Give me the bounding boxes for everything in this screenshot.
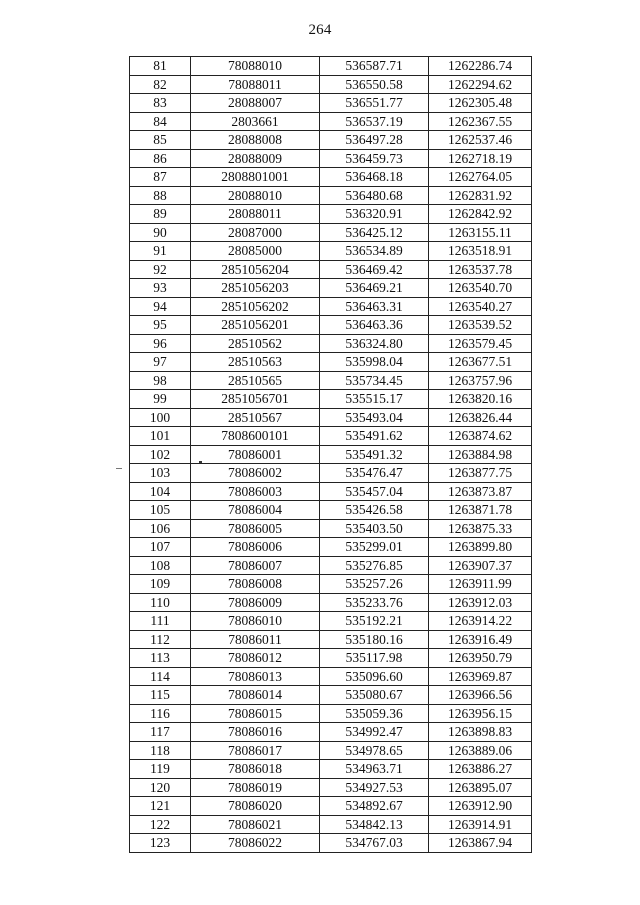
table-row (130, 57, 532, 76)
point-number-cell: 85 (130, 131, 191, 150)
point-number-cell: 114 (130, 667, 191, 686)
table-row (130, 612, 532, 631)
table-row (130, 741, 532, 760)
point-number-cell: 83 (130, 94, 191, 113)
point-id-cell: 78086011 (191, 630, 320, 649)
y-coordinate-cell: 1263539.52 (429, 316, 532, 335)
y-coordinate-cell: 1263540.70 (429, 279, 532, 298)
point-number-cell: 110 (130, 593, 191, 612)
table-row (130, 649, 532, 668)
point-id-cell: 2808801001 (191, 168, 320, 187)
y-coordinate-cell: 1263820.16 (429, 390, 532, 409)
point-id-cell: 2851056201 (191, 316, 320, 335)
point-id-cell: 2803661 (191, 112, 320, 131)
x-coordinate-cell: 535491.62 (320, 427, 429, 446)
y-coordinate-cell: 1263537.78 (429, 260, 532, 279)
point-number-cell: 88 (130, 186, 191, 205)
table-row (130, 149, 532, 168)
point-number-cell: 116 (130, 704, 191, 723)
y-coordinate-cell: 1263155.11 (429, 223, 532, 242)
table-row (130, 427, 532, 446)
y-coordinate-cell: 1263907.37 (429, 556, 532, 575)
y-coordinate-cell: 1263873.87 (429, 482, 532, 501)
point-number-cell: 113 (130, 649, 191, 668)
margin-tick-mark (116, 468, 122, 469)
table-row (130, 501, 532, 520)
point-number-cell: 92 (130, 260, 191, 279)
point-id-cell: 78086019 (191, 778, 320, 797)
table-row (130, 704, 532, 723)
point-number-cell: 98 (130, 371, 191, 390)
point-number-cell: 108 (130, 556, 191, 575)
point-number-cell: 115 (130, 686, 191, 705)
y-coordinate-cell: 1263874.62 (429, 427, 532, 446)
point-id-cell: 78086012 (191, 649, 320, 668)
x-coordinate-cell: 536537.19 (320, 112, 429, 131)
table-row (130, 686, 532, 705)
point-number-cell: 90 (130, 223, 191, 242)
point-id-cell: 78086013 (191, 667, 320, 686)
table-row (130, 408, 532, 427)
table-row (130, 371, 532, 390)
table-row (130, 112, 532, 131)
table-row (130, 464, 532, 483)
y-coordinate-cell: 1263914.22 (429, 612, 532, 631)
y-coordinate-cell: 1263969.87 (429, 667, 532, 686)
y-coordinate-cell: 1263889.06 (429, 741, 532, 760)
y-coordinate-cell: 1263912.03 (429, 593, 532, 612)
point-id-cell: 28087000 (191, 223, 320, 242)
x-coordinate-cell: 536468.18 (320, 168, 429, 187)
point-number-cell: 100 (130, 408, 191, 427)
table-row (130, 723, 532, 742)
x-coordinate-cell: 534842.13 (320, 815, 429, 834)
point-number-cell: 119 (130, 760, 191, 779)
point-id-cell: 78086022 (191, 834, 320, 853)
x-coordinate-cell: 535493.04 (320, 408, 429, 427)
point-id-cell: 28088009 (191, 149, 320, 168)
table-row (130, 445, 532, 464)
table-row (130, 186, 532, 205)
point-number-cell: 109 (130, 575, 191, 594)
x-coordinate-cell: 535515.17 (320, 390, 429, 409)
point-number-cell: 103 (130, 464, 191, 483)
point-id-cell: 28088007 (191, 94, 320, 113)
x-coordinate-cell: 536425.12 (320, 223, 429, 242)
x-coordinate-cell: 535096.60 (320, 667, 429, 686)
point-number-cell: 86 (130, 149, 191, 168)
point-id-cell: 78086017 (191, 741, 320, 760)
y-coordinate-cell: 1263871.78 (429, 501, 532, 520)
table-row (130, 316, 532, 335)
point-id-cell: 28088008 (191, 131, 320, 150)
point-number-cell: 82 (130, 75, 191, 94)
x-coordinate-cell: 536551.77 (320, 94, 429, 113)
point-id-cell: 78086018 (191, 760, 320, 779)
y-coordinate-cell: 1262305.48 (429, 94, 532, 113)
x-coordinate-cell: 535233.76 (320, 593, 429, 612)
point-id-cell: 78086003 (191, 482, 320, 501)
y-coordinate-cell: 1263877.75 (429, 464, 532, 483)
table-row (130, 75, 532, 94)
point-number-cell: 97 (130, 353, 191, 372)
point-number-cell: 91 (130, 242, 191, 261)
point-id-cell: 28510567 (191, 408, 320, 427)
point-id-cell: 78086002 (191, 464, 320, 483)
x-coordinate-cell: 535080.67 (320, 686, 429, 705)
stray-scan-mark (199, 461, 202, 463)
y-coordinate-cell: 1263914.91 (429, 815, 532, 834)
point-id-cell: 28510565 (191, 371, 320, 390)
x-coordinate-cell: 536497.28 (320, 131, 429, 150)
point-id-cell: 2851056202 (191, 297, 320, 316)
y-coordinate-cell: 1263579.45 (429, 334, 532, 353)
y-coordinate-cell: 1263956.15 (429, 704, 532, 723)
point-id-cell: 28088011 (191, 205, 320, 224)
point-number-cell: 99 (130, 390, 191, 409)
x-coordinate-cell: 535257.26 (320, 575, 429, 594)
point-number-cell: 96 (130, 334, 191, 353)
point-id-cell: 78086005 (191, 519, 320, 538)
point-id-cell: 78086016 (191, 723, 320, 742)
point-number-cell: 120 (130, 778, 191, 797)
y-coordinate-cell: 1262537.46 (429, 131, 532, 150)
table-row (130, 260, 532, 279)
table-row (130, 667, 532, 686)
point-number-cell: 123 (130, 834, 191, 853)
table-row (130, 482, 532, 501)
y-coordinate-cell: 1263757.96 (429, 371, 532, 390)
x-coordinate-cell: 536469.42 (320, 260, 429, 279)
table-row (130, 538, 532, 557)
x-coordinate-cell: 536463.36 (320, 316, 429, 335)
y-coordinate-cell: 1263886.27 (429, 760, 532, 779)
y-coordinate-cell: 1263916.49 (429, 630, 532, 649)
y-coordinate-cell: 1263867.94 (429, 834, 532, 853)
x-coordinate-cell: 536480.68 (320, 186, 429, 205)
y-coordinate-cell: 1262842.92 (429, 205, 532, 224)
x-coordinate-cell: 536550.58 (320, 75, 429, 94)
y-coordinate-cell: 1263898.83 (429, 723, 532, 742)
point-number-cell: 89 (130, 205, 191, 224)
point-id-cell: 78088010 (191, 57, 320, 76)
x-coordinate-cell: 536463.31 (320, 297, 429, 316)
x-coordinate-cell: 536459.73 (320, 149, 429, 168)
y-coordinate-cell: 1263826.44 (429, 408, 532, 427)
x-coordinate-cell: 535276.85 (320, 556, 429, 575)
y-coordinate-cell: 1263884.98 (429, 445, 532, 464)
point-id-cell: 78086020 (191, 797, 320, 816)
point-id-cell: 2851056701 (191, 390, 320, 409)
coordinates-table (129, 56, 532, 853)
y-coordinate-cell: 1263966.56 (429, 686, 532, 705)
table-row (130, 593, 532, 612)
y-coordinate-cell: 1262718.19 (429, 149, 532, 168)
x-coordinate-cell: 535180.16 (320, 630, 429, 649)
point-number-cell: 122 (130, 815, 191, 834)
point-id-cell: 28510563 (191, 353, 320, 372)
point-id-cell: 2851056204 (191, 260, 320, 279)
point-number-cell: 94 (130, 297, 191, 316)
point-number-cell: 102 (130, 445, 191, 464)
x-coordinate-cell: 534992.47 (320, 723, 429, 742)
x-coordinate-cell: 535998.04 (320, 353, 429, 372)
point-id-cell: 78086006 (191, 538, 320, 557)
point-number-cell: 95 (130, 316, 191, 335)
point-id-cell: 28510562 (191, 334, 320, 353)
point-id-cell: 28088010 (191, 186, 320, 205)
point-number-cell: 106 (130, 519, 191, 538)
x-coordinate-cell: 534892.67 (320, 797, 429, 816)
y-coordinate-cell: 1263677.51 (429, 353, 532, 372)
point-id-cell: 78086015 (191, 704, 320, 723)
y-coordinate-cell: 1262831.92 (429, 186, 532, 205)
table-row (130, 334, 532, 353)
point-id-cell: 78086001 (191, 445, 320, 464)
table-row (130, 390, 532, 409)
y-coordinate-cell: 1262294.62 (429, 75, 532, 94)
x-coordinate-cell: 535457.04 (320, 482, 429, 501)
point-number-cell: 111 (130, 612, 191, 631)
point-number-cell: 118 (130, 741, 191, 760)
point-number-cell: 121 (130, 797, 191, 816)
table-row (130, 205, 532, 224)
table-body (130, 57, 532, 853)
x-coordinate-cell: 534963.71 (320, 760, 429, 779)
table-row (130, 575, 532, 594)
table-row (130, 556, 532, 575)
point-number-cell: 107 (130, 538, 191, 557)
x-coordinate-cell: 535192.21 (320, 612, 429, 631)
table-row (130, 834, 532, 853)
point-number-cell: 104 (130, 482, 191, 501)
x-coordinate-cell: 535491.32 (320, 445, 429, 464)
y-coordinate-cell: 1262764.05 (429, 168, 532, 187)
point-number-cell: 93 (130, 279, 191, 298)
x-coordinate-cell: 535403.50 (320, 519, 429, 538)
point-id-cell: 78086007 (191, 556, 320, 575)
point-number-cell: 117 (130, 723, 191, 742)
table-row (130, 353, 532, 372)
point-number-cell: 105 (130, 501, 191, 520)
y-coordinate-cell: 1263540.27 (429, 297, 532, 316)
x-coordinate-cell: 536324.80 (320, 334, 429, 353)
table-row (130, 297, 532, 316)
point-number-cell: 112 (130, 630, 191, 649)
point-number-cell: 101 (130, 427, 191, 446)
x-coordinate-cell: 535117.98 (320, 649, 429, 668)
point-id-cell: 78086004 (191, 501, 320, 520)
table-row (130, 815, 532, 834)
point-id-cell: 2851056203 (191, 279, 320, 298)
point-id-cell: 7808600101 (191, 427, 320, 446)
point-number-cell: 87 (130, 168, 191, 187)
x-coordinate-cell: 535059.36 (320, 704, 429, 723)
point-id-cell: 78086014 (191, 686, 320, 705)
y-coordinate-cell: 1263899.80 (429, 538, 532, 557)
table-row (130, 94, 532, 113)
page-number: 264 (308, 22, 332, 38)
table-row (130, 630, 532, 649)
table-row (130, 279, 532, 298)
y-coordinate-cell: 1263518.91 (429, 242, 532, 261)
table-row (130, 242, 532, 261)
point-number-cell: 81 (130, 57, 191, 76)
y-coordinate-cell: 1263875.33 (429, 519, 532, 538)
y-coordinate-cell: 1262286.74 (429, 57, 532, 76)
table-row (130, 797, 532, 816)
y-coordinate-cell: 1263895.07 (429, 778, 532, 797)
x-coordinate-cell: 536320.91 (320, 205, 429, 224)
y-coordinate-cell: 1262367.55 (429, 112, 532, 131)
y-coordinate-cell: 1263950.79 (429, 649, 532, 668)
y-coordinate-cell: 1263912.90 (429, 797, 532, 816)
table-row (130, 168, 532, 187)
x-coordinate-cell: 535734.45 (320, 371, 429, 390)
x-coordinate-cell: 534978.65 (320, 741, 429, 760)
x-coordinate-cell: 536587.71 (320, 57, 429, 76)
point-id-cell: 78086021 (191, 815, 320, 834)
x-coordinate-cell: 535426.58 (320, 501, 429, 520)
table-row (130, 778, 532, 797)
x-coordinate-cell: 535299.01 (320, 538, 429, 557)
x-coordinate-cell: 534767.03 (320, 834, 429, 853)
point-id-cell: 28085000 (191, 242, 320, 261)
table-row (130, 223, 532, 242)
x-coordinate-cell: 536534.89 (320, 242, 429, 261)
point-id-cell: 78086010 (191, 612, 320, 631)
point-id-cell: 78086008 (191, 575, 320, 594)
table-row (130, 519, 532, 538)
point-id-cell: 78088011 (191, 75, 320, 94)
table-row (130, 131, 532, 150)
point-number-cell: 84 (130, 112, 191, 131)
table-row (130, 760, 532, 779)
y-coordinate-cell: 1263911.99 (429, 575, 532, 594)
x-coordinate-cell: 534927.53 (320, 778, 429, 797)
point-id-cell: 78086009 (191, 593, 320, 612)
x-coordinate-cell: 535476.47 (320, 464, 429, 483)
x-coordinate-cell: 536469.21 (320, 279, 429, 298)
